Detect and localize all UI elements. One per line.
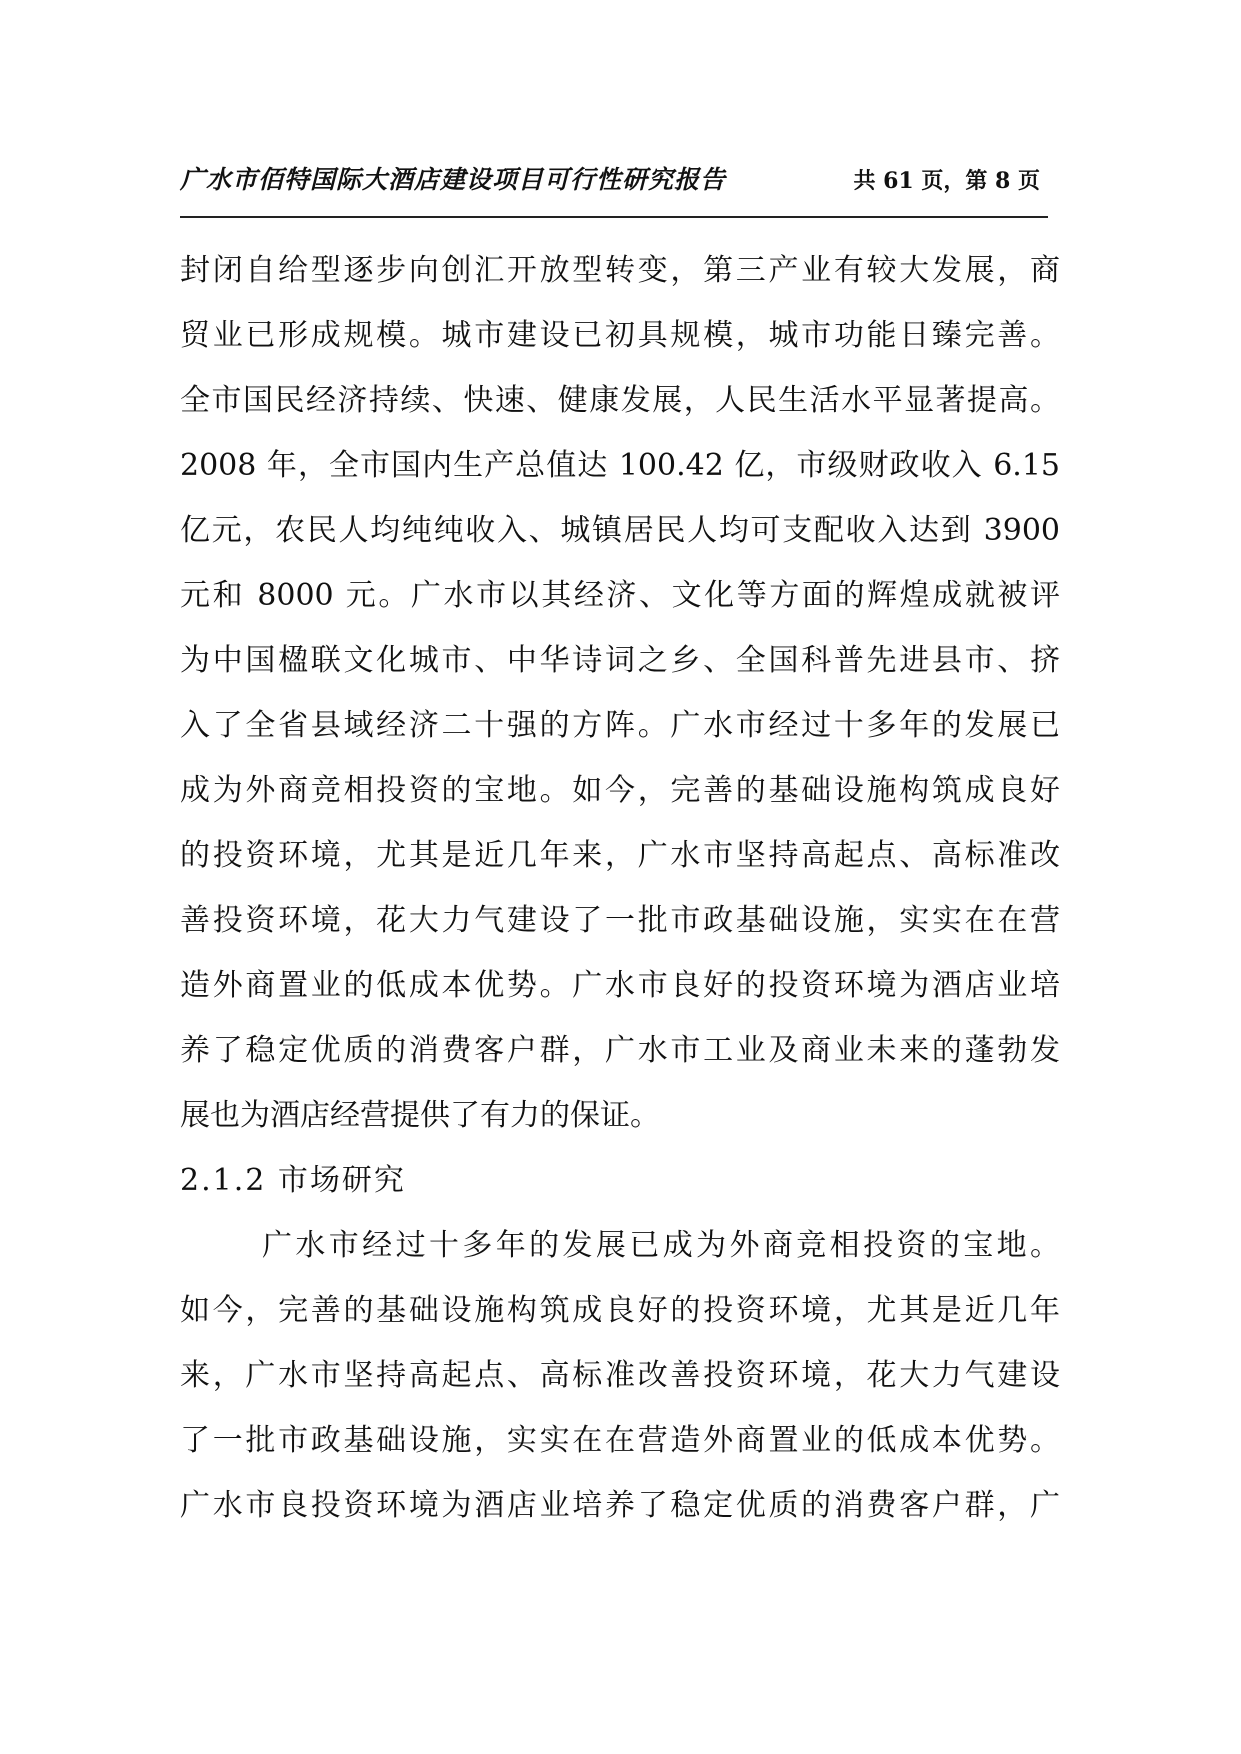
body-line: 广水市经过十多年的发展已成为外商竞相投资的宝地。 xyxy=(262,1228,1060,1263)
body-line: 贸业已形成规模。城市建设已初具规模，城市功能日臻完善。 xyxy=(180,318,1060,353)
body-line: 的投资环境，尤其是近几年来，广水市坚持高起点、高标准改 xyxy=(180,838,1060,873)
body-line: 元和 8000 元。广水市以其经济、文化等方面的辉煌成就被评 xyxy=(180,578,1060,613)
body-line: 全市国民经济持续、快速、健康发展，人民生活水平显著提高。 xyxy=(180,383,1060,418)
document-title: 广水市佰特国际大酒店建设项目可行性研究报告 xyxy=(180,165,727,194)
section-heading: 2.1.2 市场研究 xyxy=(180,1163,406,1198)
page-header xyxy=(180,152,1048,218)
page-number: 共 61 页，第 8 页 xyxy=(853,168,1040,194)
body-line: 造外商置业的低成本优势。广水市良好的投资环境为酒店业培 xyxy=(180,968,1060,1003)
body-line: 展也为酒店经营提供了有力的保证。 xyxy=(180,1098,660,1133)
body-line: 封闭自给型逐步向创汇开放型转变，第三产业有较大发展，商 xyxy=(180,253,1060,288)
document-body xyxy=(180,244,1060,1544)
body-line: 来，广水市坚持高起点、高标准改善投资环境，花大力气建设 xyxy=(180,1358,1060,1393)
body-line: 为中国楹联文化城市、中华诗词之乡、全国科普先进县市、挤 xyxy=(180,643,1060,678)
body-line: 入了全省县域经济二十强的方阵。广水市经过十多年的发展已 xyxy=(180,708,1060,743)
body-line: 如今，完善的基础设施构筑成良好的投资环境，尤其是近几年 xyxy=(180,1293,1060,1328)
body-line: 广水市良投资环境为酒店业培养了稳定优质的消费客户群，广 xyxy=(180,1488,1060,1523)
body-line: 养了稳定优质的消费客户群，广水市工业及商业未来的蓬勃发 xyxy=(180,1033,1060,1068)
body-line: 善投资环境，花大力气建设了一批市政基础设施，实实在在营 xyxy=(180,903,1060,938)
body-line: 成为外商竞相投资的宝地。如今，完善的基础设施构筑成良好 xyxy=(180,773,1060,808)
body-line: 2008 年，全市国内生产总值达 100.42 亿，市级财政收入 6.15 xyxy=(180,448,1060,483)
body-line: 亿元，农民人均纯纯收入、城镇居民人均可支配收入达到 3900 xyxy=(180,513,1060,548)
body-line: 了一批市政基础设施，实实在在营造外商置业的低成本优势。 xyxy=(180,1423,1060,1458)
